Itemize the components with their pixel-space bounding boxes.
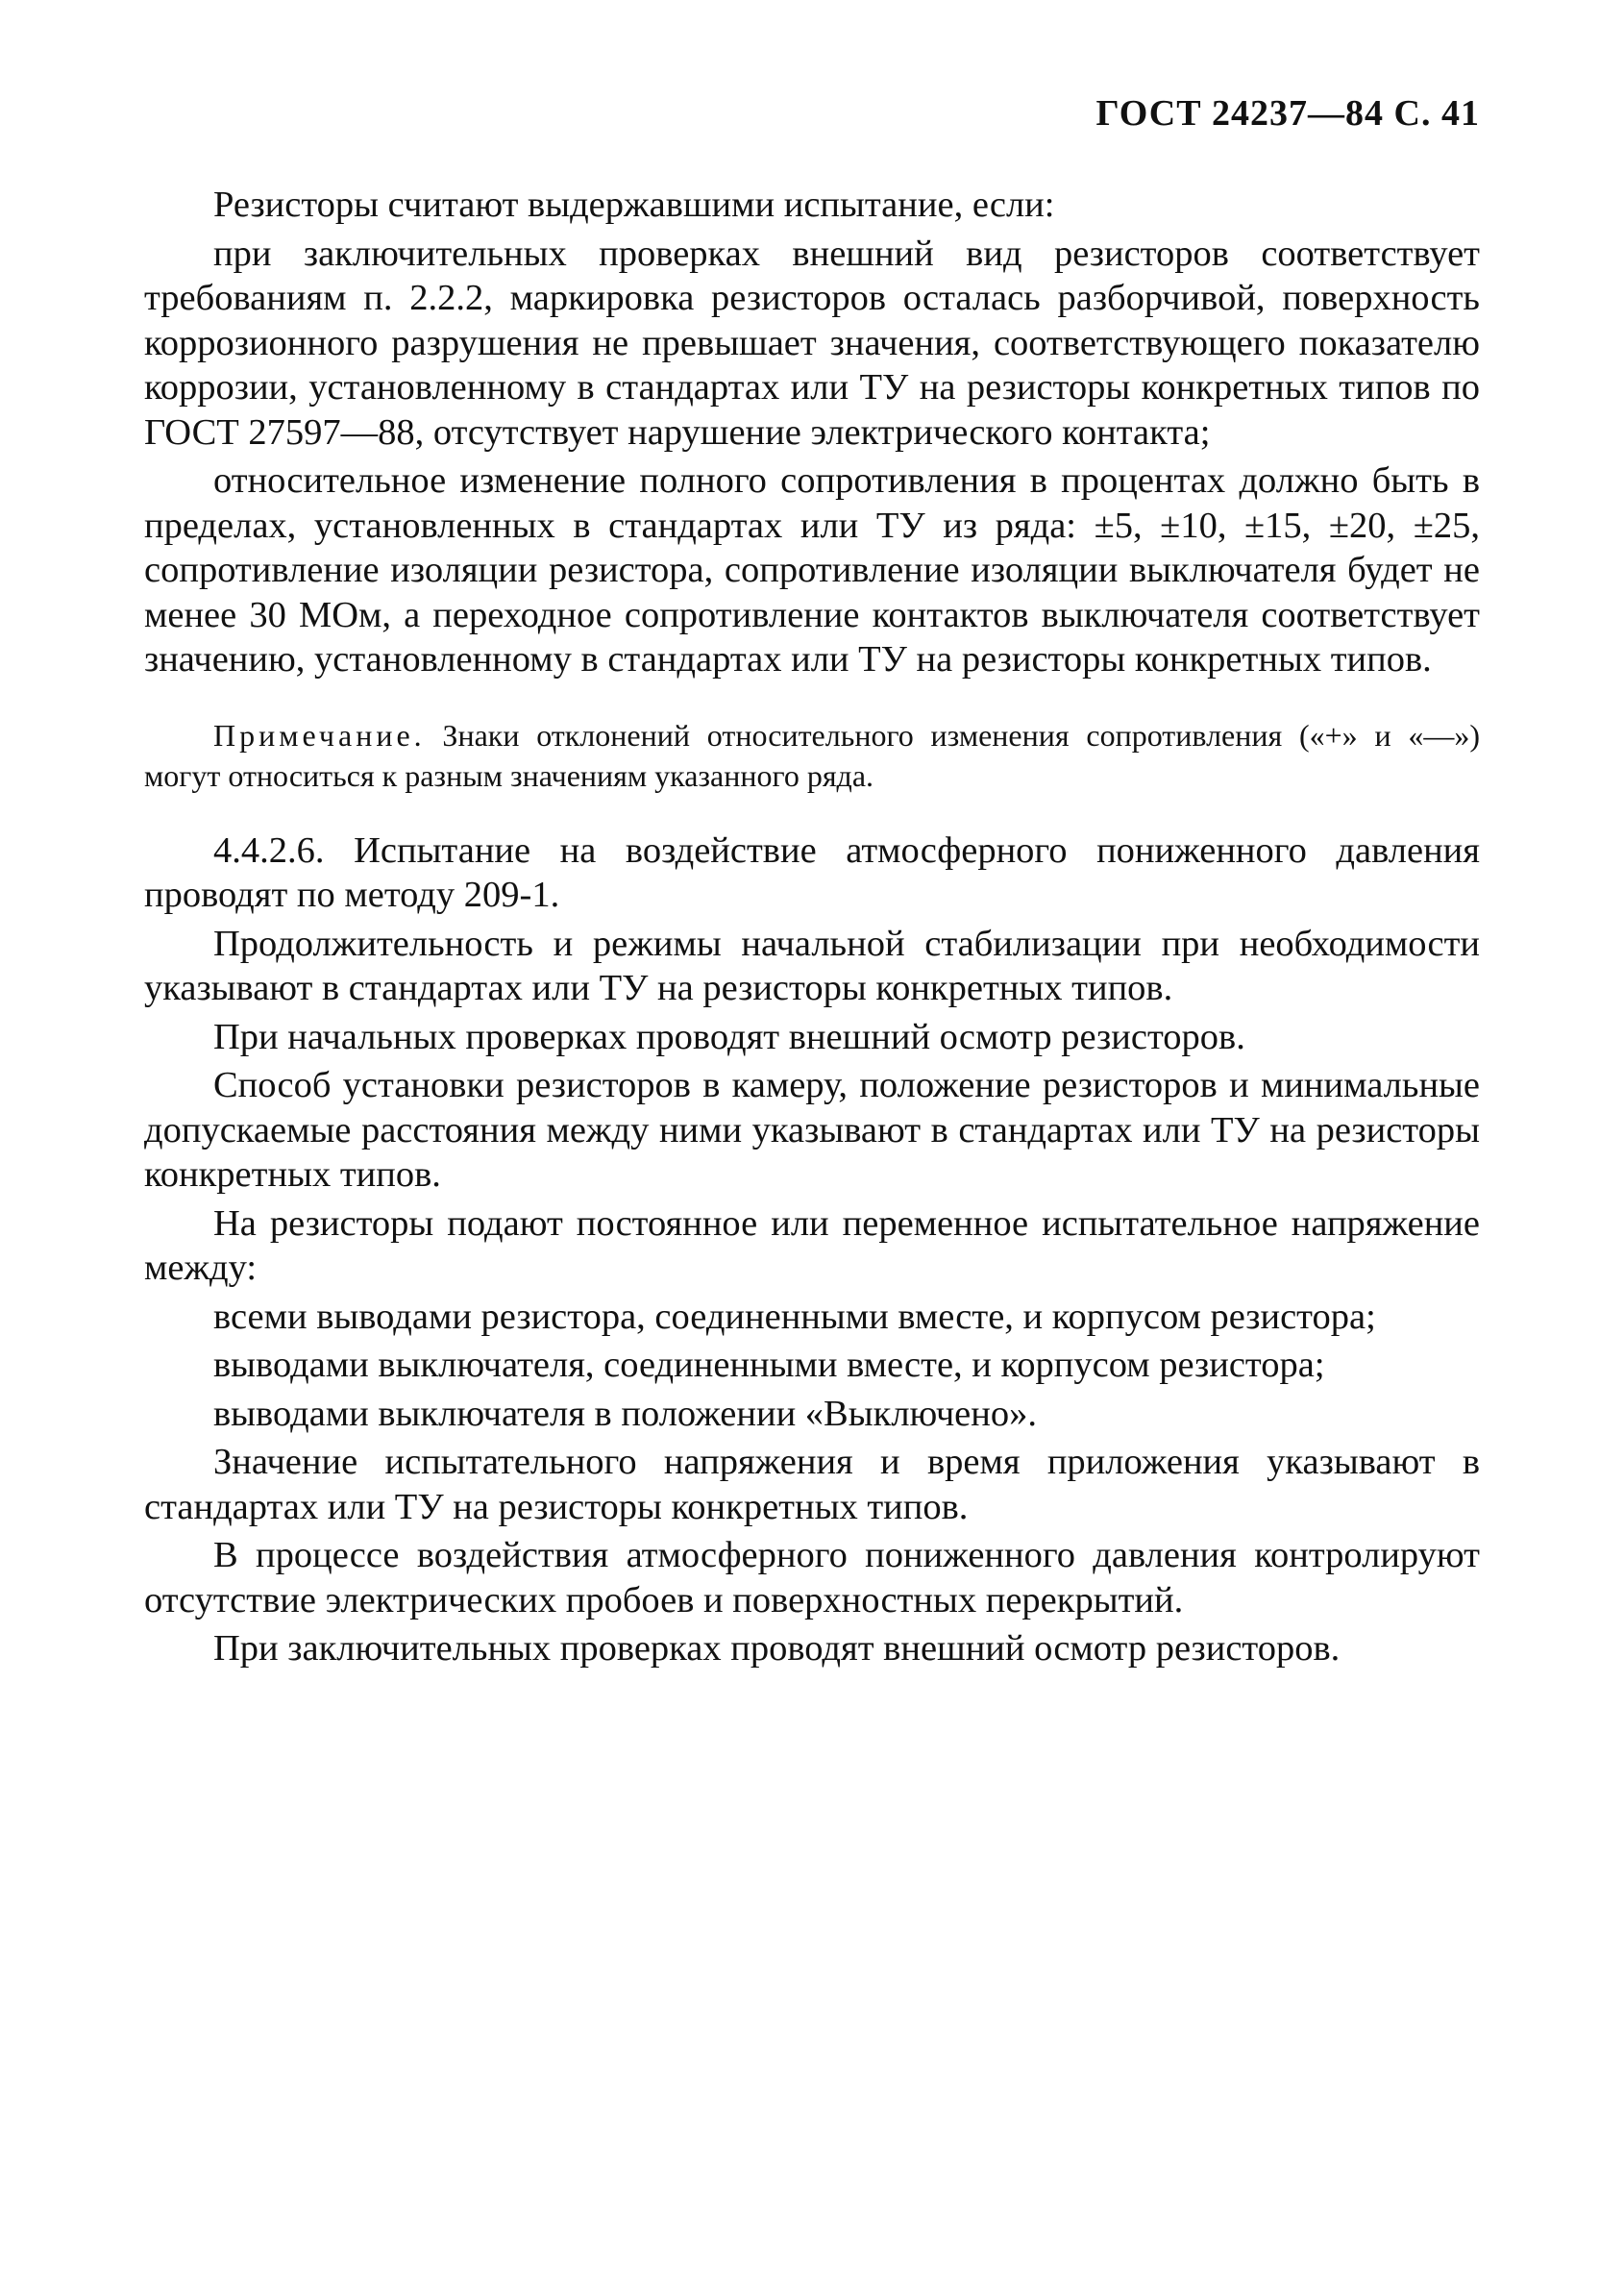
- paragraph: Значение испытательного напряжения и время приложения указывают в стандартах или ТУ на резисторы конкретных типов.: [144, 1442, 1480, 1527]
- paragraph: Способ установки резисторов в камеру, положение резисторов и минимальные допускаемые расстояния между ними указывают в стандартах или ТУ на резисторы конкретных типов.: [144, 1065, 1480, 1195]
- paragraph: При заключительных проверках проводят внешний осмотр резисторов.: [213, 1628, 1341, 1669]
- paragraph: Продолжительность и режимы начальной стабилизации при необходимости указывают в стандартах или ТУ на резисторы конкретных типов.: [144, 923, 1480, 1008]
- note: [144, 715, 1480, 796]
- paragraph: относительное изменение полного сопротивления в процентах должно быть в пределах, установленных в стандартах или ТУ из ряда: ±5, ±10, ±15, ±20, ±25, сопротивление изоляции резистора, сопротивление изоляции выключателя будет не менее 30 МОм, а переходное сопротивление контактов выключателя соответствует значению, установленному в стандартах или ТУ на резисторы конкретных типов.: [144, 460, 1480, 680]
- paragraph: Резисторы считают выдержавшими испытание, если:: [213, 185, 1055, 225]
- note-text: Знаки отклонений относительного изменения сопротивления («+» и «—») могут относиться к разным значениям указанного ряда.: [144, 717, 1480, 793]
- paragraph: при заключительных проверках внешний вид резисторов соответствует требованиям п. 2.2.2, маркировка резисторов осталась разборчивой, поверхность коррозионного разрушения не превышает значения, соответствующего показателю коррозии, установленному в стандартах или ТУ на резисторы конкретных типов по ГОСТ 27597—88, отсутствует нарушение электрического контакта;: [144, 233, 1480, 453]
- page-header: ГОСТ 24237—84 С. 41: [1095, 93, 1480, 134]
- paragraph: На резисторы подают постоянное или переменное испытательное напряжение между:: [144, 1202, 1480, 1288]
- list-item: выводами выключателя в положении «Выключено».: [213, 1393, 1038, 1434]
- list-item: всеми выводами резистора, соединенными вместе, и корпусом резистора;: [213, 1296, 1376, 1337]
- list-item: выводами выключателя, соединенными вместе, и корпусом резистора;: [213, 1345, 1325, 1385]
- paragraph: При начальных проверках проводят внешний осмотр резисторов.: [213, 1016, 1245, 1057]
- document-body: [144, 183, 1480, 1675]
- paragraph: В процессе воздействия атмосферного пониженного давления контролируют отсутствие электрических пробоев и поверхностных перекрытий.: [144, 1535, 1480, 1620]
- note-label: Примечание.: [213, 717, 426, 753]
- section-heading-paragraph: 4.4.2.6. Испытание на воздействие атмосферного пониженного давления проводят по методу 209-1.: [144, 829, 1480, 915]
